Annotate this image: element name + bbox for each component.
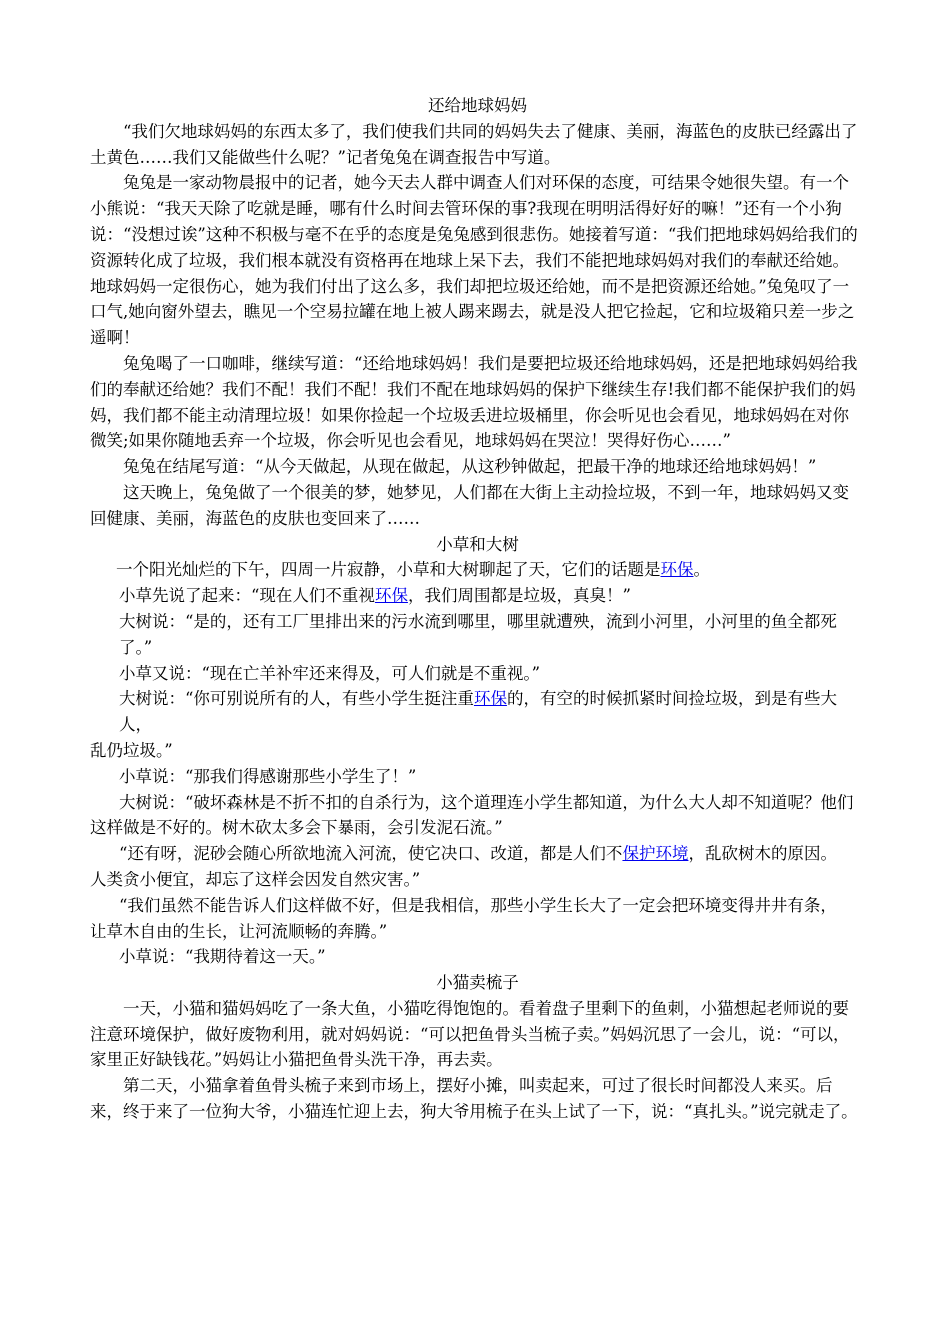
environment-link[interactable]: 环保 xyxy=(473,689,507,709)
text: ，我们周围都是垃圾，真臭！” xyxy=(407,586,631,606)
dialogue-line xyxy=(90,841,865,867)
text: 大树说：“你可别说所有的人，有些小学生挺注重 xyxy=(119,689,474,709)
story-paragraph: 一天，小猫和猫妈妈吃了一条大鱼，小猫吃得饱饱的。看着盘子里剩下的鱼刺，小猫想起老师说的要注意环境保护，做好废物利用，就对妈妈说：“可以把鱼骨头当梳子卖。”妈妈沉思了一会儿，说：“可以，家里正好缺钱花。”妈妈让小猫把鱼骨头洗干净，再去卖。 xyxy=(90,998,850,1070)
environment-link[interactable]: 环保 xyxy=(374,586,408,606)
environment-link[interactable]: 环保 xyxy=(660,560,694,580)
dialogue-line: 大树说：“破坏森林是不折不扣的自杀行为，这个道理连小学生都知道，为什么大人却不知道呢？他们 xyxy=(119,792,854,812)
text: ，乱砍树木的原因。 xyxy=(688,844,837,864)
story-paragraph xyxy=(90,557,865,583)
story-paragraph: “我们欠地球妈妈的东西太多了，我们使我们共同的妈妈失去了健康、美丽，海蓝色的皮肤已经露出了土黄色……我们又能做些什么呢？”记者兔兔在调查报告中写道。 xyxy=(90,121,858,167)
dialogue-line: 大树说：“是的，还有工厂里排出来的污水流到哪里，哪里就遭殃，流到小河里，小河里的鱼全都死了。” xyxy=(119,611,837,657)
text: 。 xyxy=(693,560,710,580)
document-page xyxy=(90,93,865,1125)
story-title: 还给地球妈妈 xyxy=(428,96,527,115)
story-paragraph: 这天晚上，兔兔做了一个很美的梦，她梦见，人们都在大街上主动捡垃圾，不到一年，地球妈妈又变回健康、美丽，海蓝色的皮肤也变回来了…… xyxy=(90,482,849,528)
dialogue-line xyxy=(90,583,865,609)
dialogue-continuation: 让草木自由的生长，让河流顺畅的奔腾。” xyxy=(90,921,388,941)
dialogue-line: 小草又说：“现在亡羊补牢还来得及，可人们就是不重视。” xyxy=(119,663,541,683)
dialogue-line: “我们虽然不能告诉人们这样做不好，但是我相信，那些小学生长大了一定会把环境变得井井有条， xyxy=(119,895,837,915)
story-title: 小草和大树 xyxy=(436,534,519,554)
story-paragraph: 兔兔喝了一口咖啡，继续写道：“还给地球妈妈！我们是要把垃圾还给地球妈妈，还是把地球妈妈给我们的奉献还给她？我们不配！我们不配！我们不配在地球妈妈的保护下继续生存!我们都不能保护我们的妈妈，我们都不能主动清理垃圾！如果你捡起一个垃圾丢进垃圾桶里，你会听见也会看见，地球妈妈在对你微笑;如果你随地丢弃一个垃圾，你会听见也会看见，地球妈妈在哭泣！哭得好伤心……” xyxy=(90,353,858,451)
dialogue-line xyxy=(90,686,865,738)
story-paragraph: 兔兔在结尾写道：“从今天做起，从现在做起，从这秒钟做起，把最干净的地球还给地球妈妈！” xyxy=(123,457,817,477)
dialogue-continuation: 人类贪小便宜，却忘了这样会因发自然灾害。” xyxy=(90,869,421,889)
text: 小草先说了起来：“现在人们不重视 xyxy=(119,586,375,606)
dialogue-line: 小草说：“我期待着这一天。” xyxy=(119,947,326,967)
text: 的，有空的时候抓紧时间捡垃圾，到是有些大人， xyxy=(119,689,837,735)
text: 一个阳光灿烂的下午，四周一片寂静，小草和大树聊起了天，它们的话题是 xyxy=(116,560,661,580)
story-paragraph: 兔兔是一家动物晨报中的记者，她今天去人群中调查人们对环保的态度，可结果令她很失望。有一个小熊说：“我天天除了吃就是睡，哪有什么时间去管环保的事?我现在明明活得好好的嘛！”还有一个小狗说：“没想过诶”这种不积极与毫不在乎的态度是兔兔感到很悲伤。她接着写道：“我们把地球妈妈给我们的资源转化成了垃圾，我们根本就没有资格再在地球上呆下去，我们不能把地球妈妈对我们的奉献还给她。地球妈妈一定很伤心，她为我们付出了这么多，我们却把垃圾还给她，而不是把资源还给她。”兔兔叹了一口气,她向窗外望去，瞧见一个空易拉罐在地上被人踢来踢去，就是没人把它捡起，它和垃圾箱只差一步之遥啊！ xyxy=(90,173,858,348)
story-paragraph: 第二天，小猫拿着鱼骨头梳子来到市场上，摆好小摊，叫卖起来，可过了很长时间都没人来买。后来，终于来了一位狗大爷，小猫连忙迎上去，狗大爷用梳子在头上试了一下，说：“真扎头。”说完就走了。 xyxy=(90,1076,858,1122)
dialogue-continuation: 这样做是不好的。树木砍太多会下暴雨，会引发泥石流。” xyxy=(90,818,503,838)
story-title: 小猫卖梳子 xyxy=(436,973,519,993)
dialogue-line: 小草说：“那我们得感谢那些小学生了！” xyxy=(119,766,417,786)
text: “还有呀，泥砂会随心所欲地流入河流，使它决口、改道，都是人们不 xyxy=(119,844,623,864)
protect-environment-link[interactable]: 保护环境 xyxy=(622,844,689,864)
dialogue-continuation: 乱仍垃圾。” xyxy=(90,740,173,760)
